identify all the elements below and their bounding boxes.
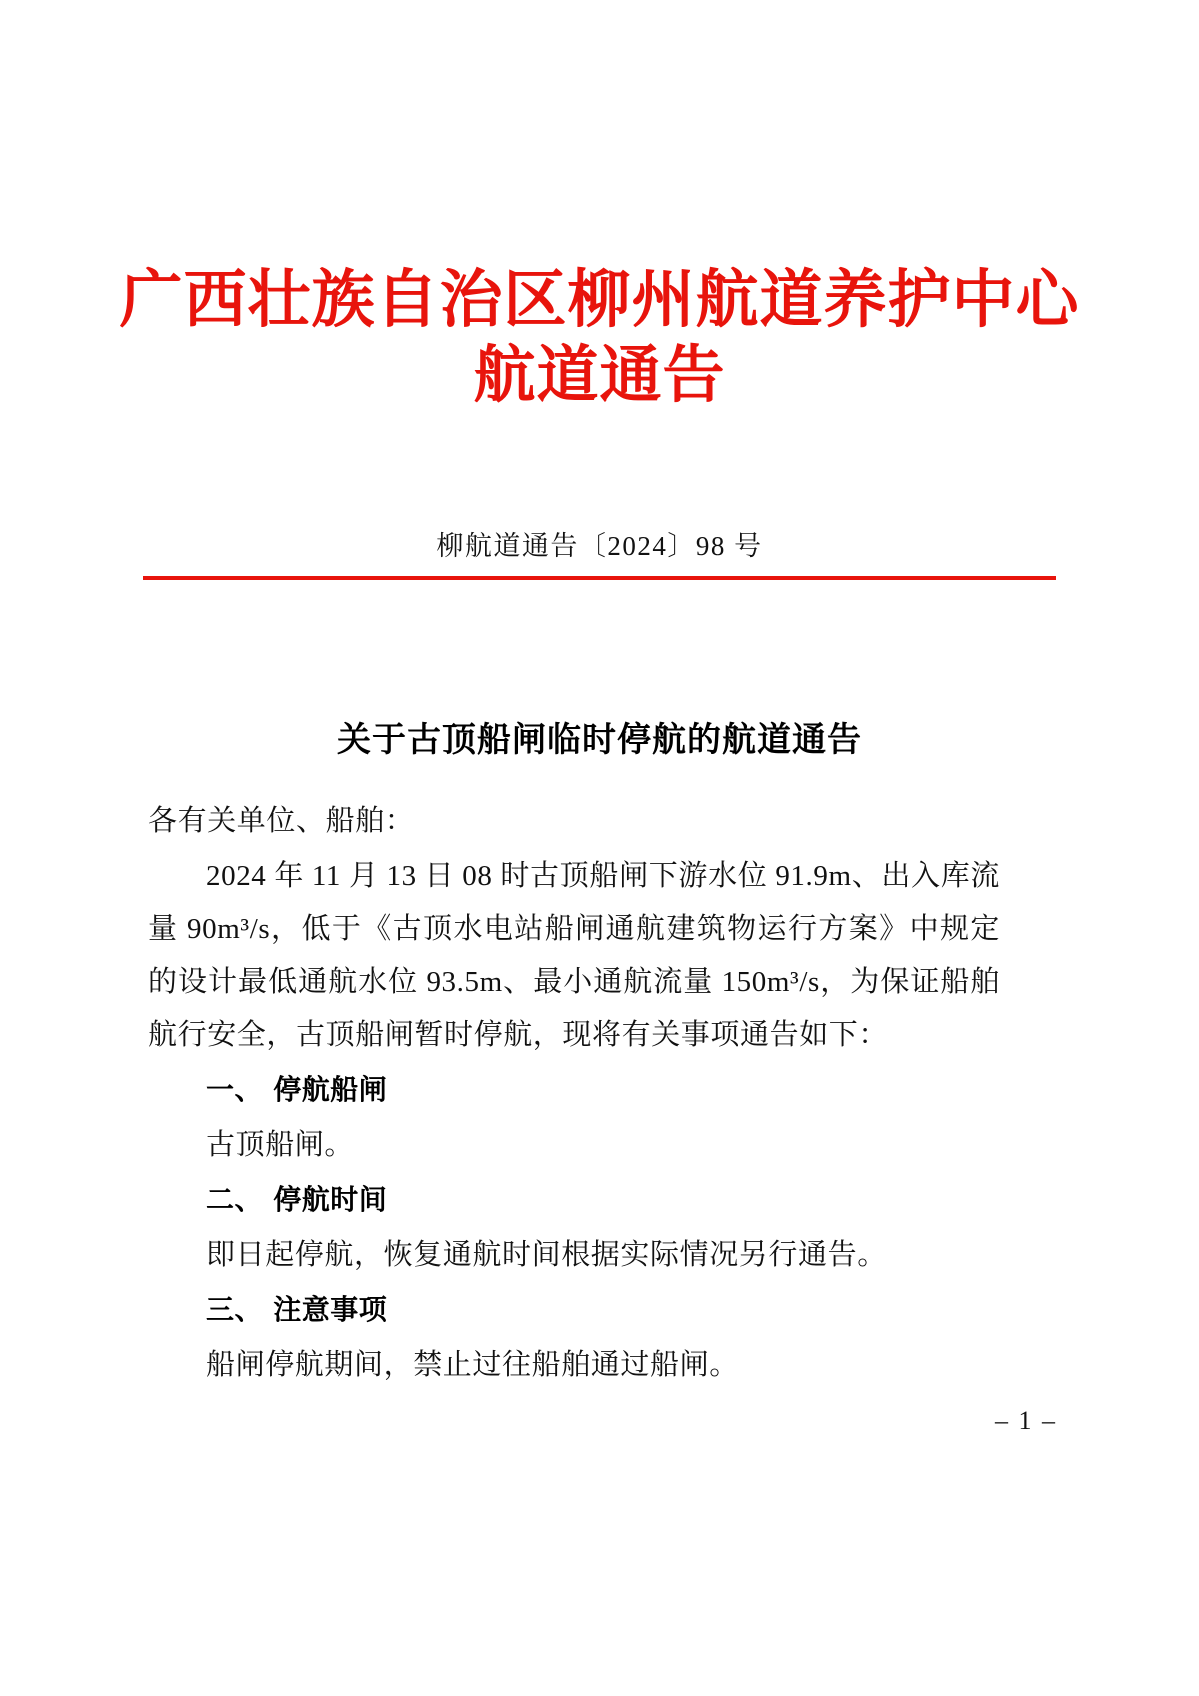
section-2-heading: 二、 停航时间	[206, 1183, 388, 1216]
page-number: – 1 –	[995, 1406, 1057, 1435]
subject-title: 关于古顶船闸临时停航的航道通告	[337, 722, 862, 759]
document-number-block	[143, 524, 1056, 580]
red-divider-rule	[143, 576, 1056, 580]
section-3	[148, 1282, 1000, 1392]
masthead-line-2: 航道通告	[473, 342, 726, 410]
section-1-heading: 一、 停航船闸	[206, 1073, 388, 1106]
section-1	[148, 1062, 1000, 1172]
section-1-body: 古顶船闸。	[206, 1129, 355, 1161]
salutation: 各有关单位、船舶：	[148, 805, 415, 837]
masthead-line-1: 广西壮族自治区柳州航道养护中心	[119, 265, 1080, 335]
section-3-heading: 三、 注意事项	[206, 1293, 388, 1326]
section-3-body: 船闸停航期间，禁止过往船舶通过船闸。	[206, 1349, 739, 1381]
masthead	[0, 262, 1199, 414]
section-2	[148, 1172, 1000, 1282]
section-2-body: 即日起停航，恢复通航时间根据实际情况另行通告。	[206, 1239, 887, 1271]
opening-paragraph: 2024 年 11 月 13 日 08 时古顶船闸下游水位 91.9m、出入库流量 90m³/s，低于《古顶水电站船闸通航建筑物运行方案》中规定的设计最低通航水位 93.5m、最小通航流量 150m³/s，为保证船舶航行安全，古顶船闸暂时停航，现将有关事项通告如下：	[148, 860, 1000, 1051]
document-number: 柳航道通告〔2024〕98 号	[436, 531, 763, 561]
document-body	[148, 795, 1000, 1392]
